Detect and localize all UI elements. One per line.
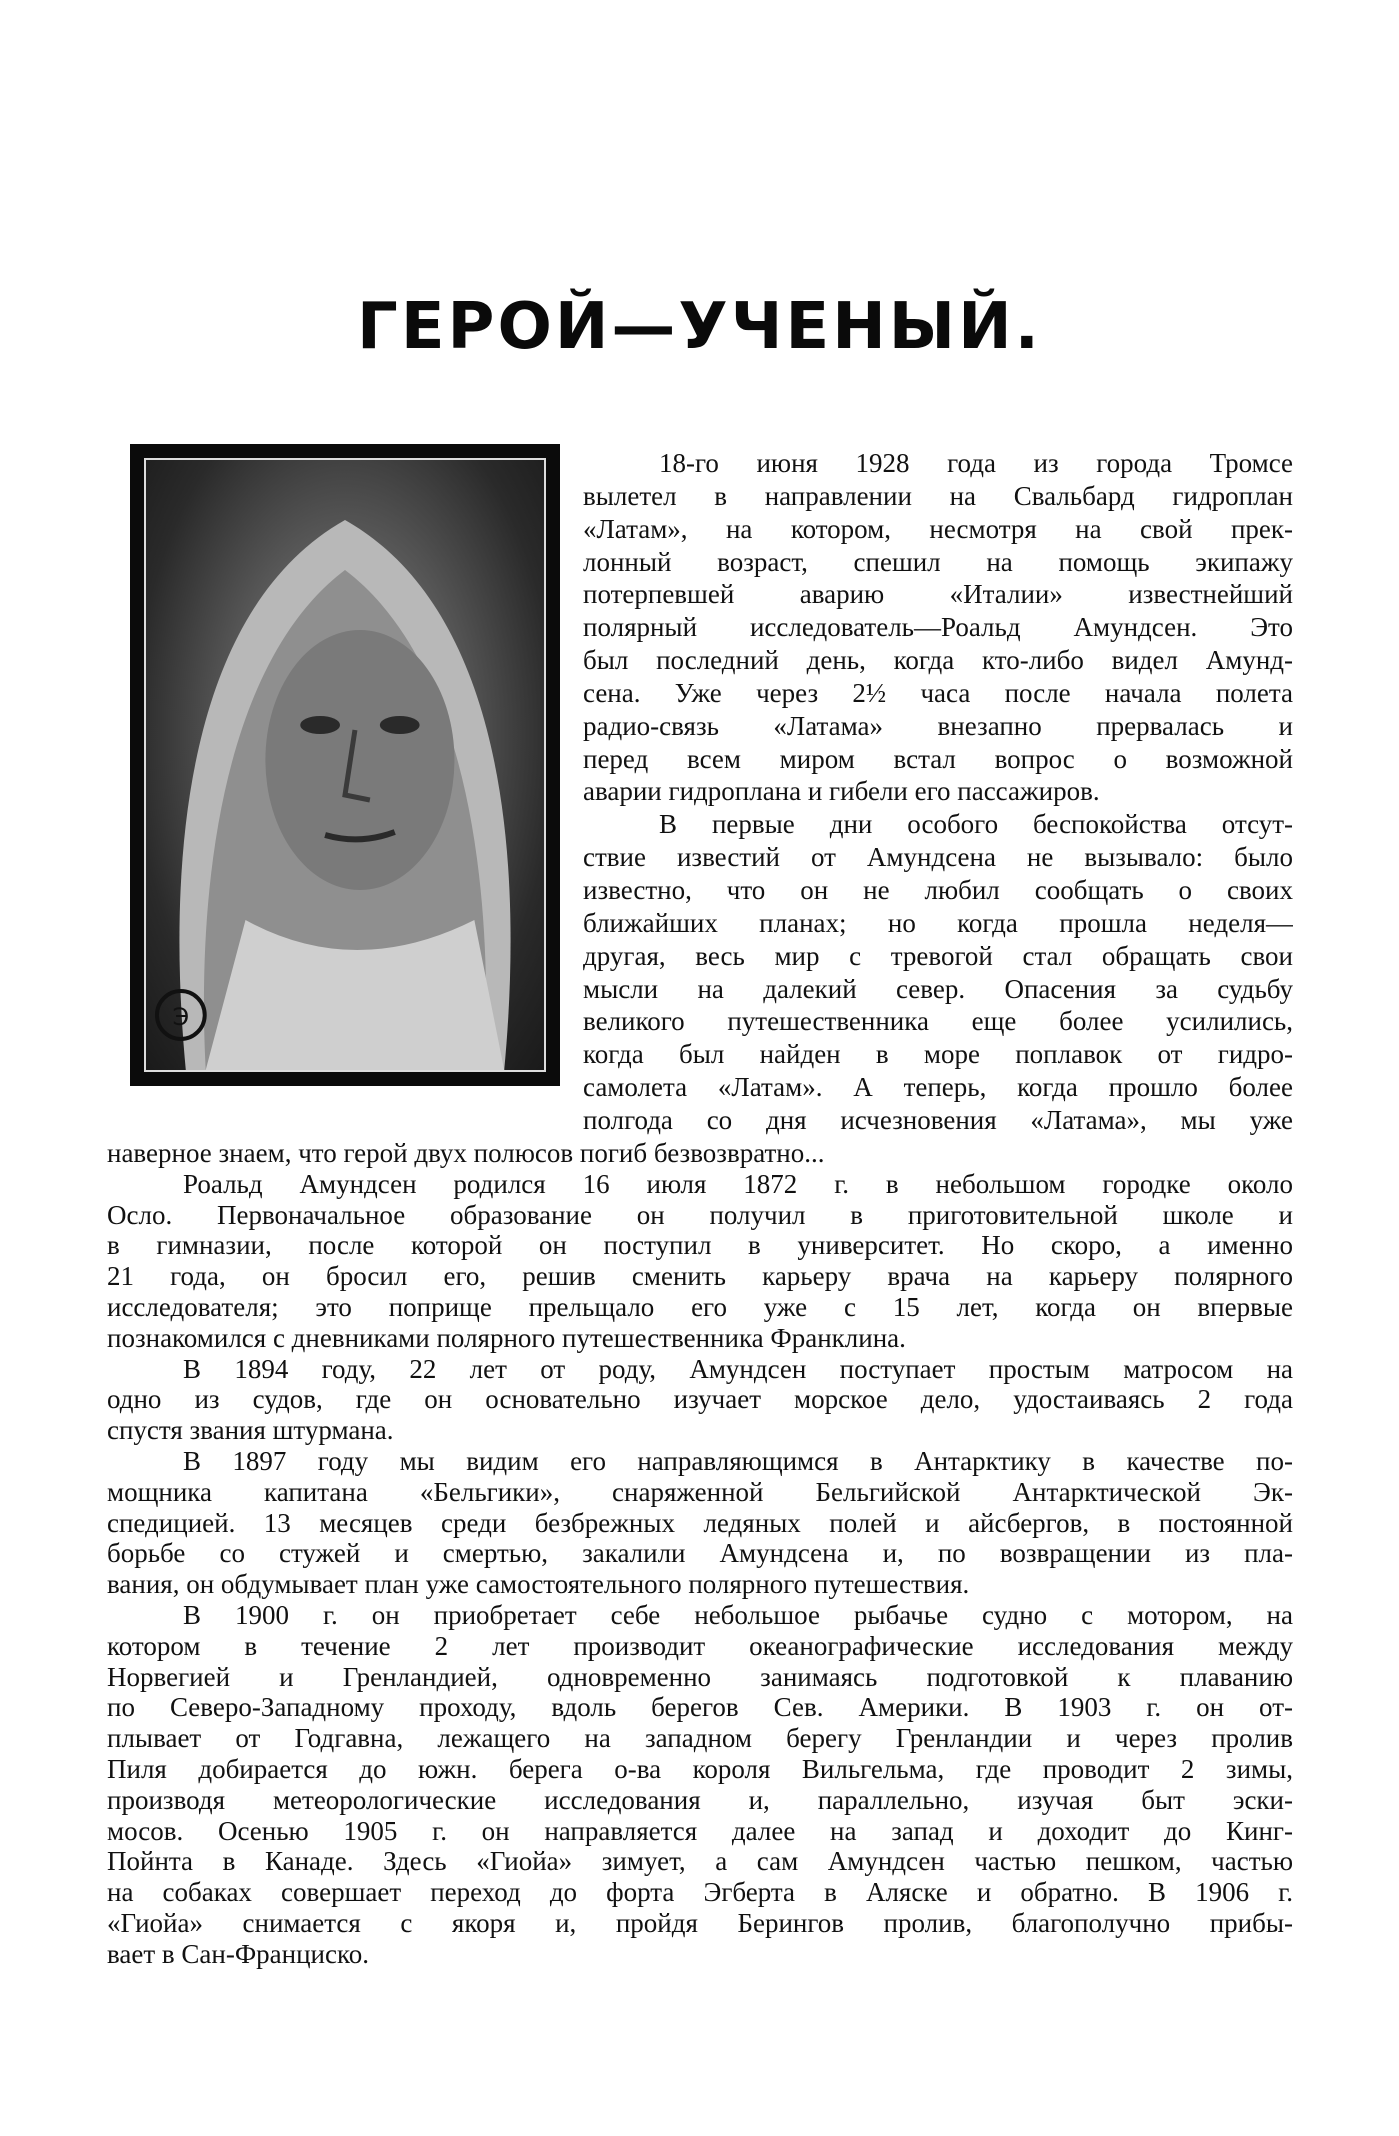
text-line: ближайших планах; но когда прошла неделя— xyxy=(583,907,1293,938)
text-line: ствие известий от Амундсена не вызывало: было xyxy=(583,842,1293,873)
text-line: В 1900 г. он приобретает себе небольшое рыбачье судно с мотором, на xyxy=(183,1599,1293,1630)
text-line: полярный исследователь—Роальд Амундсен. Это xyxy=(583,612,1293,643)
portrait-photo xyxy=(130,444,560,1086)
text-line: мысли на далекий север. Опасения за судьбу xyxy=(583,973,1293,1004)
text-line: в гимназии, после которой он поступил в университет. Но скоро, а именно xyxy=(107,1230,1293,1261)
text-line: вылетел в направлении на Свальбард гидроплан xyxy=(583,480,1293,511)
text-line: В первые дни особого беспокойства отсут- xyxy=(659,809,1293,840)
text-line: Осло. Первоначальное образование он получил в приготовительной школе и xyxy=(107,1199,1293,1230)
article-text-right-column xyxy=(583,447,1293,1137)
text-line: сена. Уже через 2½ часа после начала полета xyxy=(583,677,1293,708)
text-line: полгода со дня исчезновения «Латама», мы уже xyxy=(583,1104,1293,1135)
text-line: радио-связь «Латама» внезапно прервалась и xyxy=(583,710,1293,741)
text-line: когда был найден в море поплавок от гидро- xyxy=(583,1039,1293,1070)
text-line: 18-го июня 1928 года из города Тромсе xyxy=(659,448,1293,478)
text-line: перед всем миром встал вопрос о возможной xyxy=(583,743,1293,774)
text-line: по Северо-Западному проходу, вдоль берегов Сев. Америки. В 1903 г. он от- xyxy=(107,1692,1293,1723)
text-line: вает в Сан-Франциско. xyxy=(107,1938,369,1969)
article-title: ГЕРОЙ—УЧЕНЫЙ. xyxy=(357,290,1042,364)
text-line: познакомился с дневниками полярного путешественника Франклина. xyxy=(107,1322,906,1353)
text-line: аварии гидроплана и гибели его пассажиров. xyxy=(583,776,1100,807)
svg-text:Э: Э xyxy=(172,1002,190,1032)
text-line: известно, что он не любил сообщать о своих xyxy=(583,874,1293,905)
text-line: В 1897 году мы видим его направляющимся в Антарктику в качестве по- xyxy=(183,1445,1293,1476)
text-line: «Гиойа» снимается с якоря и, пройдя Берингов пролив, благополучно прибы- xyxy=(107,1907,1293,1938)
text-line: мощника капитана «Бельгики», снаряженной Бельгийской Антарктической Эк- xyxy=(107,1476,1293,1507)
text-line: потерпевшей аварию «Италии» известнейший xyxy=(583,579,1293,610)
text-line: великого путешественника еще более усилились, xyxy=(583,1006,1293,1037)
text-line: 21 года, он бросил его, решив сменить карьеру врача на карьеру полярного xyxy=(107,1261,1293,1292)
text-line: Пойнта в Канаде. Здесь «Гиойа» зимует, а сам Амундсен частью пешком, частью xyxy=(107,1846,1293,1877)
text-line: наверное знаем, что герой двух полюсов погиб безвозвратно... xyxy=(107,1138,825,1168)
text-line: спустя звания штурмана. xyxy=(107,1415,394,1446)
text-line: одно из судов, где он основательно изучает морское дело, удостаиваясь 2 года xyxy=(107,1384,1293,1415)
text-line: плывает от Годгавна, лежащего на западном берегу Гренландии и через пролив xyxy=(107,1723,1293,1754)
text-line: вания, он обдумывает план уже самостоятельного полярного путешествия. xyxy=(107,1569,970,1600)
text-line: исследователя; это поприще прельщало его уже с 15 лет, когда он впервые xyxy=(107,1291,1293,1322)
text-line: самолета «Латам». А теперь, когда прошло более xyxy=(583,1072,1293,1103)
text-line: В 1894 году, 22 лет от роду, Амундсен поступает простым матросом на xyxy=(183,1353,1293,1384)
article-text-full-width xyxy=(107,1138,1293,1970)
text-line: был последний день, когда кто-либо видел Амунд- xyxy=(583,645,1293,676)
text-line: Пиля добирается до южн. берега о-ва короля Вильгельма, где проводит 2 зимы, xyxy=(107,1753,1293,1784)
text-line: спедицией. 13 месяцев среди безбрежных ледяных полей и айсбергов, в постоянной xyxy=(107,1507,1293,1538)
text-line: Норвегией и Гренландией, одновременно занимаясь подготовкой к плаванию xyxy=(107,1661,1293,1692)
portrait-illustration xyxy=(146,460,544,1070)
text-line: производя метеорологические исследования и, параллельно, изучая быт эски- xyxy=(107,1784,1293,1815)
text-line: мосов. Осенью 1905 г. он направляется далее на запад и доходит до Кинг- xyxy=(107,1815,1293,1846)
text-line: Роальд Амундсен родился 16 июля 1872 г. в небольшом городке около xyxy=(183,1168,1293,1199)
text-line: борьбе со стужей и смертью, закалили Амундсена и, по возвращении из пла- xyxy=(107,1538,1293,1569)
text-line: другая, весь мир с тревогой стал обращать свои xyxy=(583,940,1293,971)
text-line: лонный возраст, спешил на помощь экипажу xyxy=(583,546,1293,577)
text-line: «Латам», на котором, несмотря на свой прек- xyxy=(583,513,1293,544)
text-line: котором в течение 2 лет производит океанографические исследования между xyxy=(107,1630,1293,1661)
portrait-image xyxy=(144,458,546,1072)
text-line: на собаках совершает переход до форта Эгберта в Аляске и обратно. В 1906 г. xyxy=(107,1877,1293,1908)
